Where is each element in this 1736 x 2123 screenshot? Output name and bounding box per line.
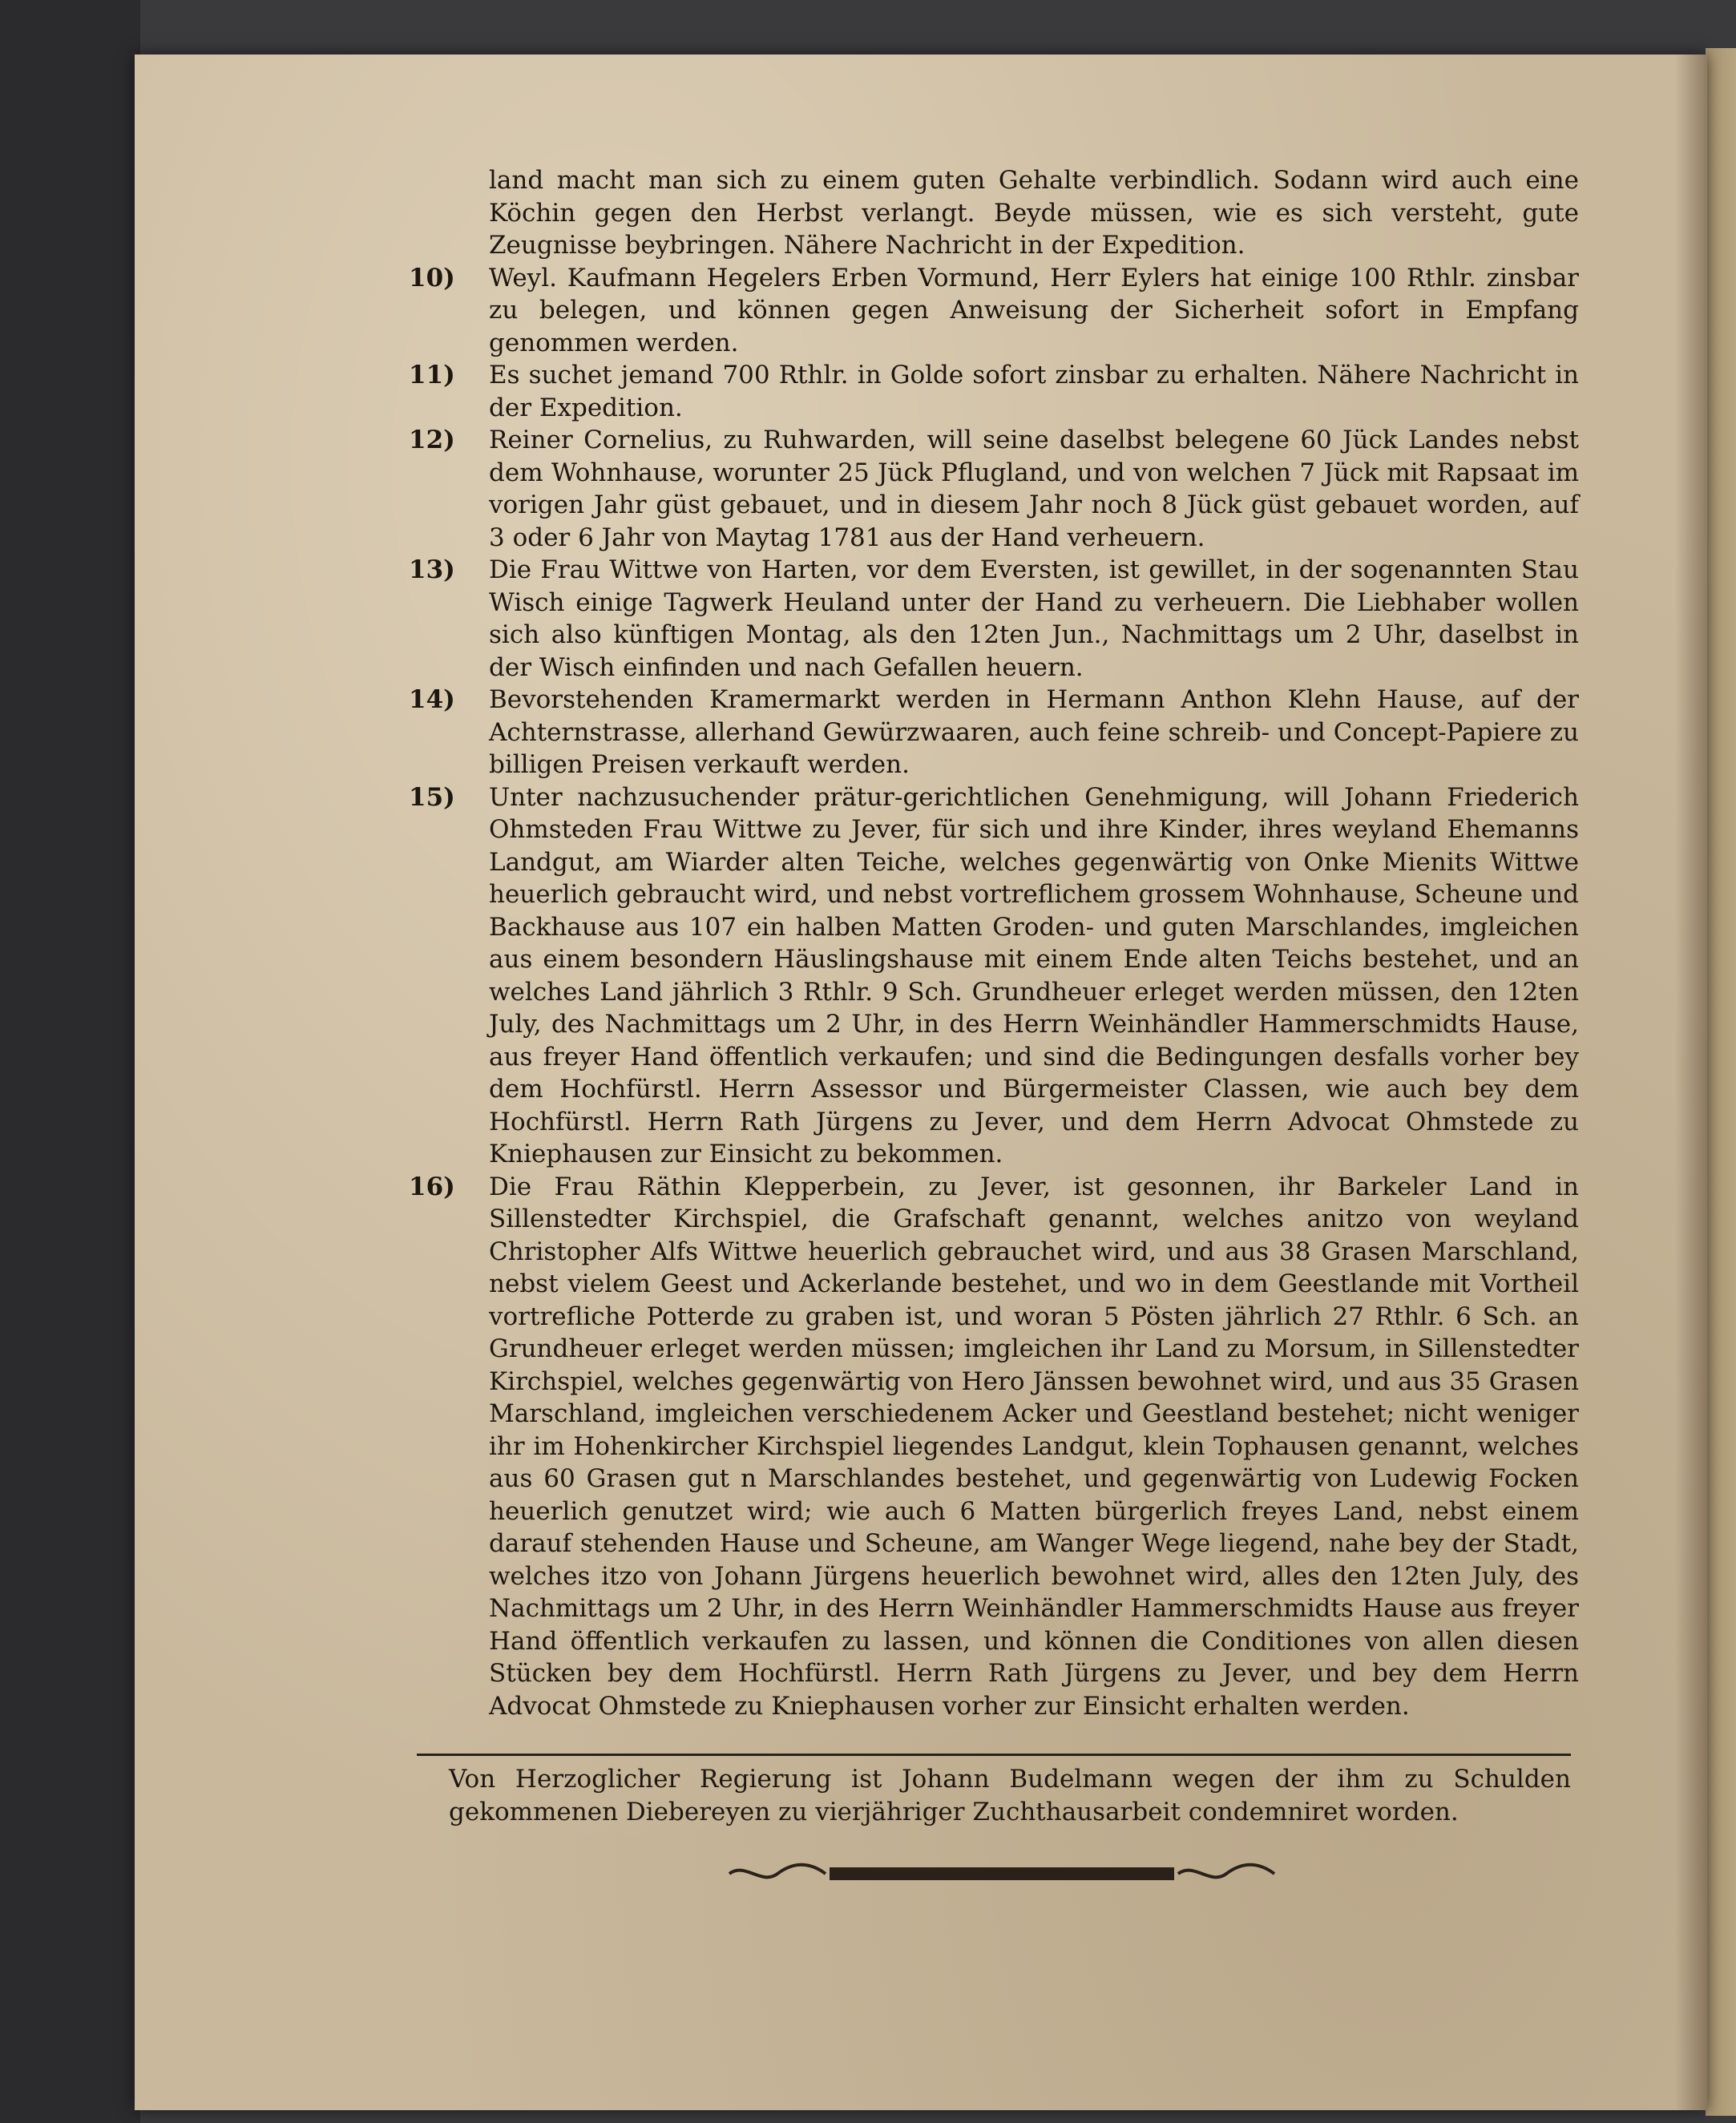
section-divider	[417, 1754, 1571, 1756]
announcements-text	[409, 164, 1579, 1722]
entry-text: Bevorstehenden Kramermarkt werden in Hermann Anthon Klehn Hause, auf der Achternstrasse, allerhand Gewürzwaaren, auch feine schreib- und Concept-Papiere zu billigen Preisen verkauft werden.	[489, 685, 1579, 779]
entry-number: 16)	[409, 1172, 455, 1201]
announcement-entry	[409, 684, 1579, 781]
entry-number: 13)	[409, 555, 455, 584]
announcement-list	[409, 262, 1579, 1723]
ornament-divider	[721, 1858, 1282, 1890]
entry-number: 12)	[409, 426, 455, 454]
entry-text: Die Frau Wittwe von Harten, vor dem Eversten, ist gewillet, in der sogenannten Stau Wisch einige Tagwerk Heuland unter der Hand zu verheuern. Die Liebhaber wollen sich also künftigen Montag, als den 12ten Jun., Nachmittags um 2 Uhr, daselbst in der Wisch einfinden und nach Gefallen heuern.	[489, 555, 1579, 682]
facing-page-edge	[1706, 48, 1736, 2116]
announcement-entry	[409, 262, 1579, 360]
ornament-left-scroll	[729, 1865, 826, 1878]
entry-number: 10)	[409, 263, 455, 293]
entry-text: Es suchet jemand 700 Rthlr. in Golde sofort zinsbar zu erhalten. Nähere Nachricht in der Expedition.	[489, 361, 1579, 422]
entry-text: Reiner Cornelius, zu Ruhwarden, will seine daselbst belegene 60 Jück Landes nebst dem Wohnhause, worunter 25 Jück Pflugland, und von welchen 7 Jück mit Rapsaat im vorigen Jahr güst gebauet, und in diesem Jahr noch 8 Jück güst gebauet worden, auf 3 oder 6 Jahr von Maytag 1781 aus der Hand verheuern.	[489, 426, 1579, 552]
announcement-entry	[409, 781, 1579, 1171]
intro-text: land macht man sich zu einem guten Gehalte verbindlich. Sodann wird auch eine Köchin gegen den Herbst verlangt. Beyde müssen, wie es sich versteht, gute Zeugnisse beybringen. Nähere Nachricht in der Expedition.	[489, 166, 1579, 260]
scanner-backdrop	[0, 0, 140, 2123]
entry-text: Unter nachzusuchender prätur-gerichtlichen Genehmigung, will Johann Friederich Ohmsteden Frau Wittwe zu Jever, für sich und ihre Kinder, ihres weyland Ehemanns Landgut, am Wiarder alten Teiche, welches gegenwärtig von Onke Mienits Wittwe heuerlich gebraucht wird, und nebst vortreflichem grossem Wohnhause, Scheune und Backhause aus 107 ein halben Matten Groden- und guten Marschlandes, imgleichen aus einem besondern Häuslingshause mit einem Ende alten Teichs bestehet, und an welches Land jährlich 3 Rthlr. 9 Sch. Grundheuer erleget werden müssen, den 12ten July, des Nachmittags um 2 Uhr, in des Herrn Weinhändler Hammerschmidts Hause, aus freyer Hand öffentlich verkaufen; und sind die Bedingungen desfalls vorher bey dem Hochfürstl. Herrn Assessor und Bürgermeister Classen, wie auch bey dem Hochfürstl. Herrn Rath Jürgens zu Jever, und dem Herrn Advocat Ohmstede zu Kniephausen zur Einsicht zu bekommen.	[489, 782, 1579, 1168]
intro-continuation	[417, 164, 1579, 262]
announcement-entry	[409, 359, 1579, 424]
announcement-entry	[409, 554, 1579, 684]
entry-number: 14)	[409, 685, 455, 714]
page-gutter-shadow	[1675, 54, 1707, 2110]
announcement-entry	[409, 1171, 1579, 1723]
announcement-entry	[409, 424, 1579, 554]
ornament-bar	[830, 1867, 1174, 1880]
ornament-right-scroll	[1178, 1865, 1274, 1878]
government-notice: Von Herzoglicher Regierung ist Johann Budelmann wegen der ihm zu Schulden gekommenen Diebereyen zu vierjähriger Zuchthausarbeit condemniret worden.	[449, 1765, 1571, 1826]
entry-number: 15)	[409, 782, 455, 812]
entry-text: Die Frau Räthin Klepperbein, zu Jever, ist gesonnen, ihr Barkeler Land in Sillenstedter Kirchspiel, die Grafschaft genannt, welches anitzo von weyland Christopher Alfs Wittwe heuerlich gebrauchet wird, und aus 38 Grasen Marschland, nebst vielem Geest und Ackerlande bestehet, und wo in dem Geestlande mit Vortheil vortrefliche Potterde zu graben ist, und woran 5 Pösten jährlich 27 Rthlr. 6 Sch. an Grundheuer erleget werden müssen; imgleichen ihr Land zu Morsum, in Sillenstedter Kirchspiel, welches gegenwärtig von Hero Jänssen bewohnet wird, und aus 35 Grasen Marschland, imgleichen verschiedenem Acker und Geestland bestehet; nicht weniger ihr im Hohenkircher Kirchspiel liegendes Landgut, klein Tophausen genannt, welches aus 60 Grasen gut n Marschlandes bestehet, und gegenwärtig von Ludewig Focken heuerlich genutzet wird; wie auch 6 Matten bürgerlich freyes Land, nebst einem darauf stehenden Hause und Scheune, am Wanger Wege liegend, nahe bey der Stadt, welches itzo von Johann Jürgens heuerlich bewohnet wird, alles den 12ten July, des Nachmittags um 2 Uhr, in des Herrn Weinhändler Hammerschmidts Hause aus freyer Hand öffentlich verkaufen zu lassen, und können die Conditiones von allen diesen Stücken bey dem Hochfürstl. Herrn Rath Jürgens zu Jever, und bey dem Herrn Advocat Ohmstede zu Kniephausen vorher zur Einsicht erhalten werden.	[489, 1172, 1579, 1721]
entry-number: 11)	[409, 361, 455, 389]
entry-text: Weyl. Kaufmann Hegelers Erben Vormund, Herr Eylers hat einige 100 Rthlr. zinsbar zu belegen, und können gegen Anweisung der Sicherheit sofort in Empfang genommen werden.	[489, 263, 1579, 357]
